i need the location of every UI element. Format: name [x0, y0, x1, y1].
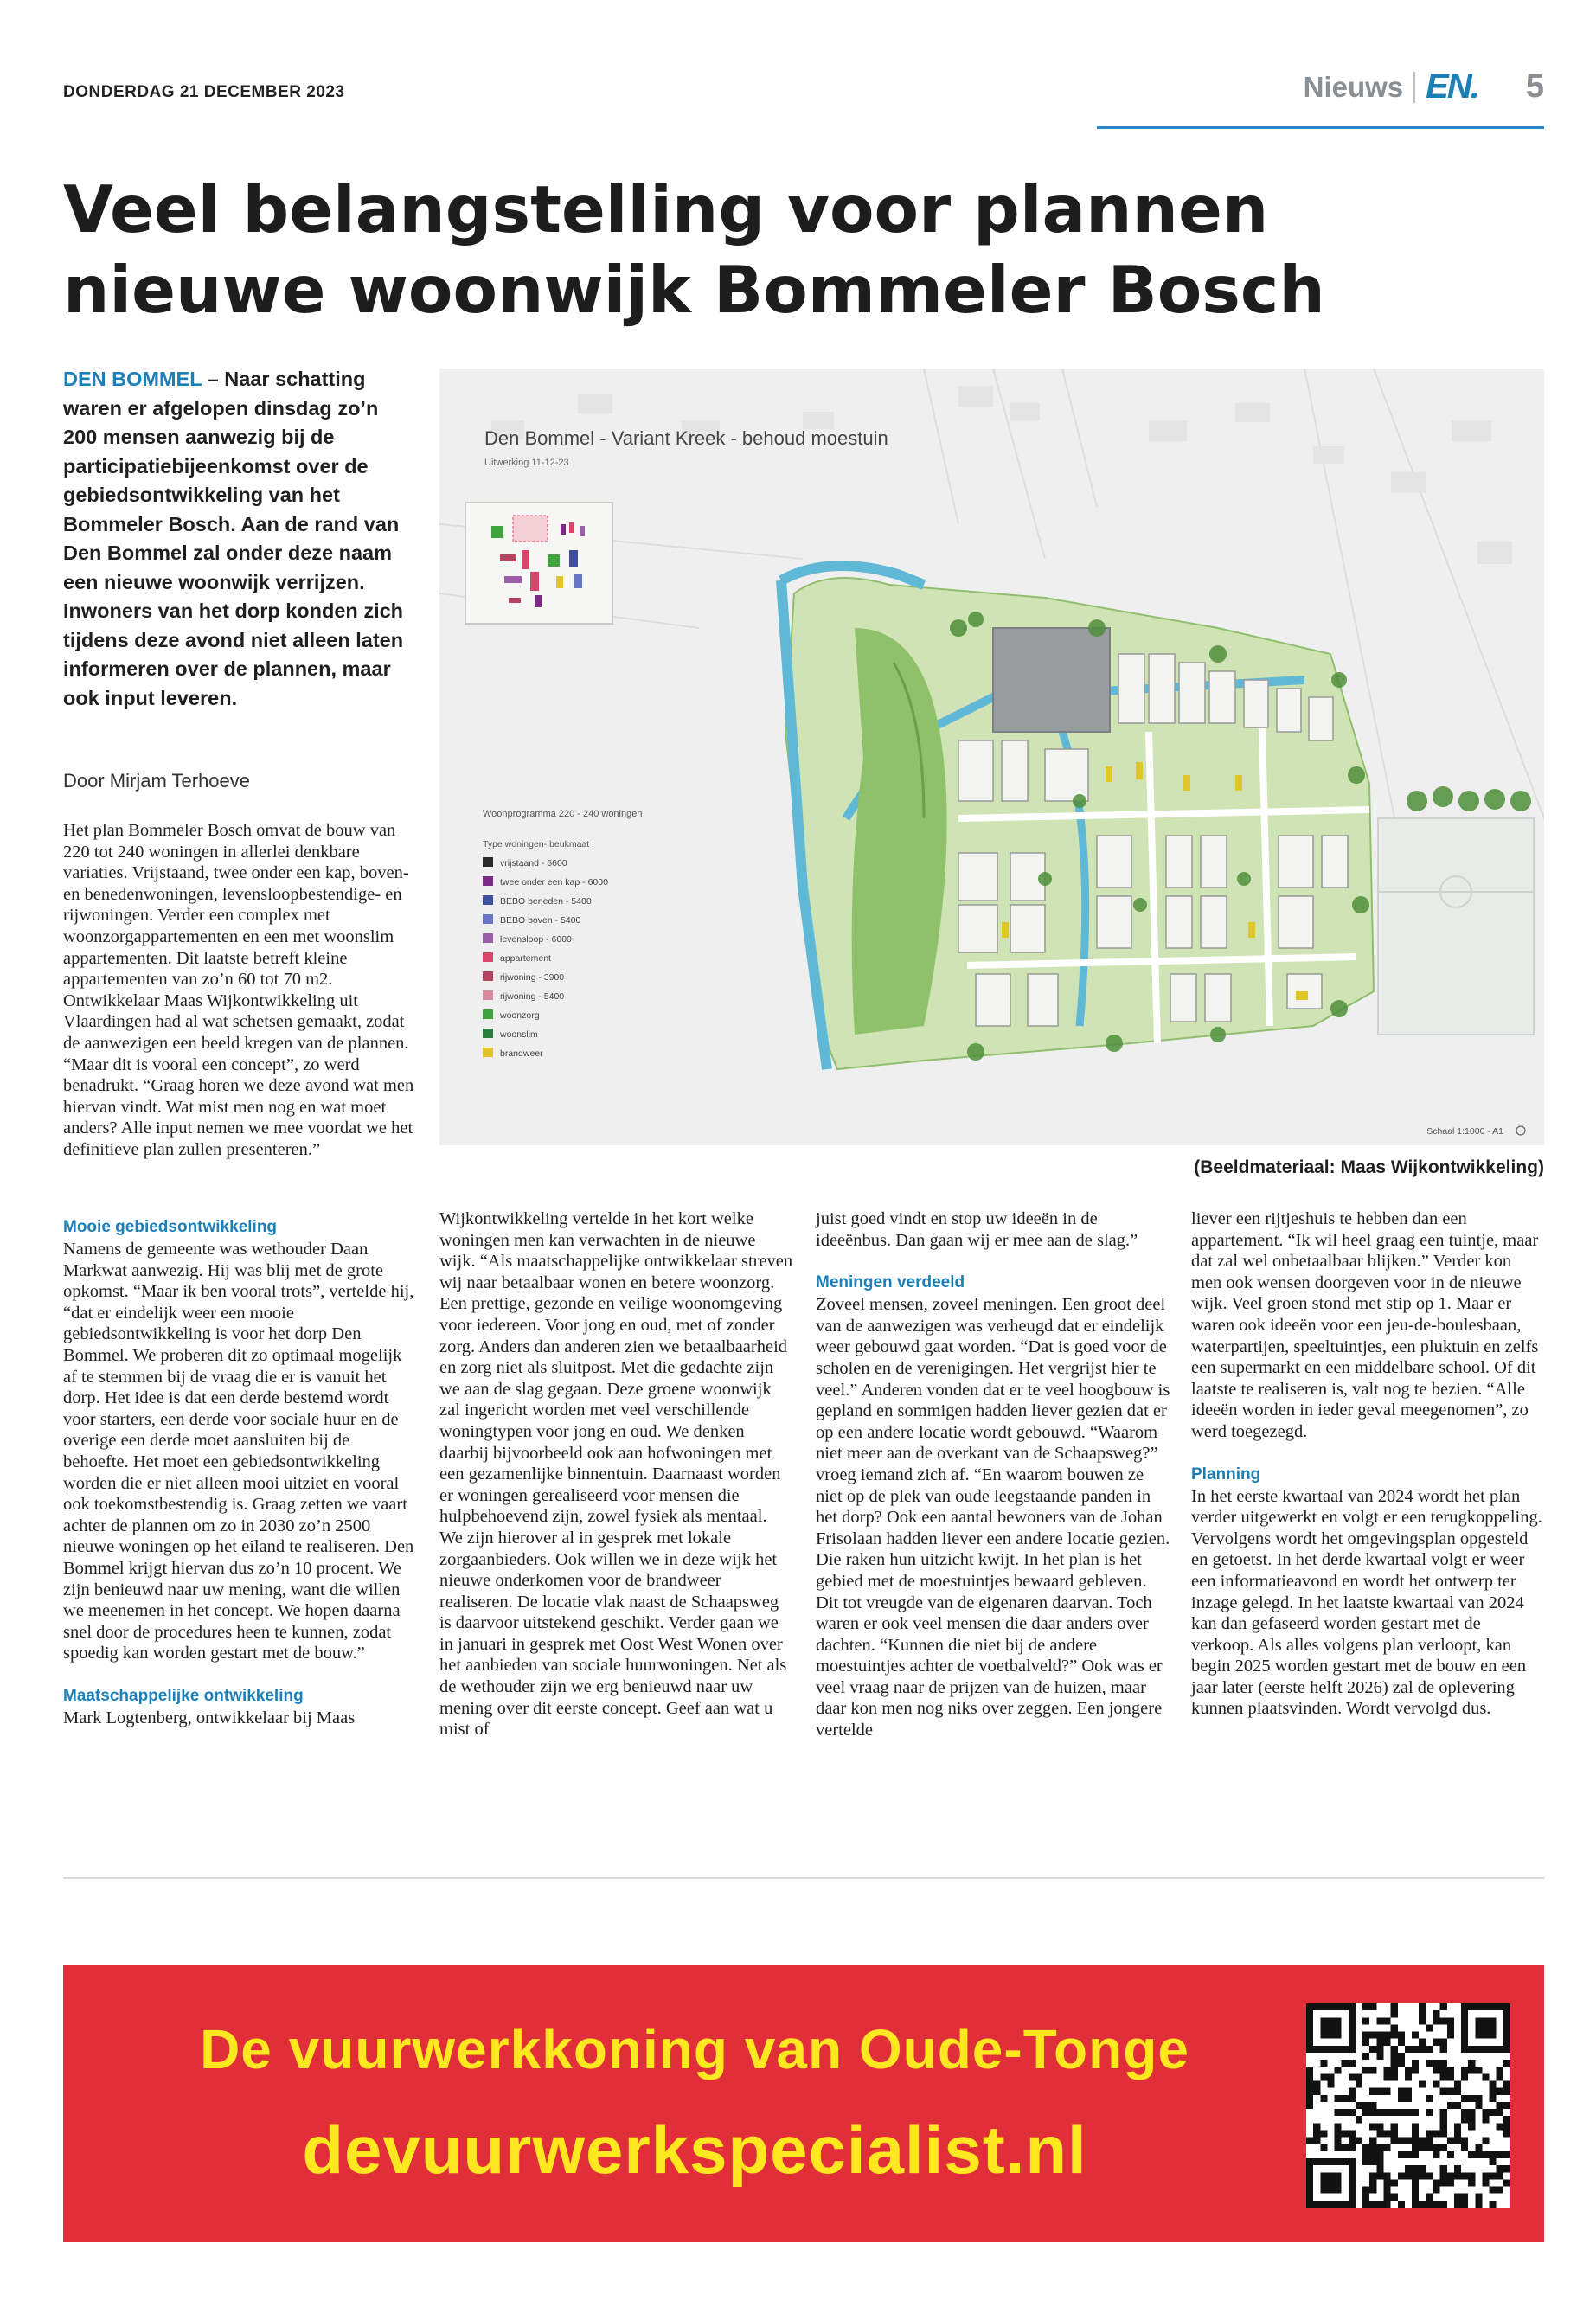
paragraph: Zoveel mensen, zoveel meningen. Een groot deel van de aanwezigen was verheugd dat er eindelijk weer gebouwd gaat worden. “Dat is goed voor de scholen en de verenigingen. Het vergrijst hier te veel.” Anderen vonden dat er te veel hoogbouw is gepland en sommigen hadden liever gezien dat er op een andere locatie wordt gebouwd. “Waarom niet meer aan de overkant van de Schaapsweg?” vroeg iemand zich af. “En waarom bouwen ze niet op de plek van oude leegstaande panden in het dorp? Ook een aantal bewoners van de Johan Frisolaan hadden liever een andere locatie gezien. Die raken hun uitzicht kwijt. In het plan is het gebied met de moestuintjes bewaard gebleven. Dit tot vreugde van de eigenaren daarvan. Toch waren er ook veel mensen die daar anders over dachten. “Kunnen die niet bij de andere moestuintjes achter de voetbalveld?” Ook was er veel vraag naar de prijzen van de huizen, maar daar kon men nog niks over zeggen. Een jongere vertelde: [816, 1295, 1170, 1740]
legend-swatch: [483, 1009, 493, 1019]
article-column-1-lower: [63, 1218, 418, 1728]
masthead: [1304, 67, 1544, 106]
legend-swatch: [483, 876, 493, 886]
article-intro: [63, 365, 418, 713]
article-column-2: [439, 1208, 794, 1740]
header-rule: [1097, 126, 1544, 129]
legend-swatch: [483, 857, 493, 867]
legend-label: appartement: [500, 953, 551, 964]
article-column-4: [1191, 1208, 1544, 1720]
page-divider: [63, 1877, 1544, 1879]
site-plan-map: [439, 369, 1544, 1145]
legend-label: rijwoning - 5400: [500, 991, 565, 1002]
paragraph: Wijkontwikkeling vertelde in het kort welke woningen men kan verwachten in de nieuwe wijk. “Als maatschappelijke ontwikkelaar streven wij naar betaalbaar wonen en betere woonzorg. Een prettige, gezonde en veilige woonomgeving voor iedereen. Voor jong en oud, met of zonder zorg. Anders dan anderen zien we betaalbaarheid en zorg niet als sluitpost. Met die gedachte zijn we aan de slag gegaan. Deze groene woonwijk zal ingericht worden met veel verschillende woningtypen voor jong en oud. We denken daarbij bijvoorbeeld ook aan hofwoningen met een gezamenlijke binnentuin. Daarnaast worden er woningen gerealiseerd voor mensen die hulpbehoevend zijn, zowel fysiek als mentaal. We zijn hierover al in gesprek met lokale zorgaanbieders. Ook willen we in deze wijk het nieuwe onderkomen voor de brandweer realiseren. De locatie vlak naast de Schaapsweg is daarvoor uitstekend geschikt. Verder gaan we in januari in gesprek met Oost West Wonen over het aanbieden van sociale huurwoningen. Net als de wethouder zijn we erg benieuwd naar uw mening over dit eerste concept. Geef aan wat u mist of: [439, 1209, 793, 1740]
paragraph: juist goed vindt en stop uw ideeën in de ideeënbus. Dan gaan wij er mee aan de slag.”: [816, 1209, 1138, 1250]
paragraph: liever een rijtjeshuis te hebben dan een appartement. “Ik wil heel graag een tuintje, maar dat zal wel onbetaalbaar blijken.” Verder kon men ook wensen doorgeven voor in de nieuwe wijk. Veel groen stond met stip op 1. Maar er waren ook ideeën voor een jeu-de-boulesbaan, waterpartijen, speeltuintjes, een pluktuin en zelfs een supermarkt en een middelbare school. Of dit laatste te realiseren is, valt nog te bezien. “Alle ideeën worden in ieder geval meegenomen”, zo werd toegezegd.: [1191, 1209, 1539, 1441]
subheading: Planning: [1191, 1465, 1261, 1484]
subheading: Mooie gebiedsontwikkeling: [63, 1218, 278, 1236]
legend-label: woonslim: [500, 1029, 538, 1040]
paragraph: Mark Logtenberg, ontwikkelaar bij Maas: [63, 1708, 356, 1727]
article-column-3: [816, 1208, 1170, 1741]
legend-swatch: [483, 971, 493, 981]
legend-swatch: [483, 895, 493, 905]
ad-website[interactable]: devuurwerkspecialist.nl: [302, 2112, 1087, 2188]
figure-subtitle: Uitwerking 11-12-23: [484, 458, 569, 468]
legend-swatch: [483, 952, 493, 962]
map-scale: Schaal 1:1000 - A1: [1426, 1126, 1503, 1137]
masthead-divider: [1413, 72, 1415, 103]
subheading: Meningen verdeeld: [816, 1273, 965, 1292]
page-number: 5: [1525, 68, 1544, 105]
figure-title: Den Bommel - Variant Kreek - behoud moestuin: [484, 427, 888, 449]
paragraph: Het plan Bommeler Bosch omvat de bouw van 220 tot 240 woningen in allerlei denkbare variaties. Vrijstaand, twee onder een kap, boven- en benedenwoningen, levensloopbestendige- en rijwoningen. Verder een complex met woonzorgappartementen en een met woonslim appartementen. Dit laatste betreft kleine appartementen van zo’n 60 tot 70 m2. Ontwikkelaar Maas Wijkontwikkeling uit Vlaardingen had al wat schetsen gemaakt, zodat de aanwezigen een beeld kregen van de plannen. “Maar dit is vooral een concept”, zo werd benadrukt. “Graag horen we deze avond wat men hiervan vindt. Wat mist men nog en wat moet anders? Alle input nemen we mee voordat we het definitieve plan zullen presenteren.”: [63, 821, 414, 1159]
advertisement[interactable]: [63, 1965, 1544, 2242]
legend-swatch: [483, 990, 493, 1000]
legend-label: BEBO boven - 5400: [500, 915, 581, 926]
issue-date: DONDERDAG 21 DECEMBER 2023: [63, 83, 345, 101]
legend-label: BEBO beneden - 5400: [500, 896, 592, 907]
figure-caption: (Beeldmateriaal: Maas Wijkontwikkeling): [1194, 1157, 1544, 1177]
legend-label: brandweer: [500, 1048, 543, 1059]
section-label: Nieuws: [1303, 70, 1404, 103]
legend-title: Type woningen- beukmaat :: [483, 839, 594, 849]
site-plan-figure: [439, 369, 1544, 1145]
legend-swatch: [483, 933, 493, 943]
legend-swatch: [483, 1029, 493, 1038]
ad-tagline: De vuurwerkkoning van Oude-Tonge: [200, 2018, 1189, 2080]
byline: Door Mirjam Terhoeve: [63, 770, 251, 792]
legend-label: levensloop - 6000: [500, 934, 572, 945]
paragraph: Namens de gemeente was wethouder Daan Markwat aanwezig. Hij was blij met de grote opkomst. “Maar ik ben vooral trots”, vertelde hij, “dat er eindelijk weer een mooie gebiedsontwikkeling is voor het dorp Den Bommel. We proberen dit zo optimaal mogelijk af te stemmen bij de vraag die er is vanuit het dorp. Het idee is dat een derde bestemd wordt voor starters, een derde voor sociale huur en de overige een derde moet aansluiten bij de behoefte. Het moet een gebiedsontwikkeling worden die er niet alleen mooi uitziet en vooral ook toekomstbestendig is. Graag zetten we vaart achter de plannen om zo in 2030 zo’n 2500 nieuwe woningen op het eiland te realiseren. Den Bommel krijgt hiervan dus zo’n 10 procent. We zijn benieuwd naar uw mening, want die willen we meenemen in het concept. We hopen daarna snel door de procedures heen te kunnen, zodat spoedig kan worden gestart met de bouw.”: [63, 1240, 414, 1663]
legend-label: vrijstaand - 6600: [500, 858, 567, 868]
qr-code-icon: [1306, 2003, 1510, 2208]
intro-text: – Naar schatting waren er afgelopen dinsdag zo’n 200 mensen aanwezig bij de participatiebijeenkomst over de gebiedsontwikkeling van het Bommeler Bosch. Aan de rand van Den Bommel zal onder deze naam een nieuwe woonwijk verrijzen. Inwoners van het dorp konden zich tijdens deze avond niet alleen laten informeren over de plannen, maar ook input leveren.: [63, 368, 404, 709]
paragraph: In het eerste kwartaal van 2024 wordt het plan verder uitgewerkt en volgt er een terugkoppeling. Vervolgens wordt het omgevingsplan opgesteld en getoetst. In het derde kwartaal volgt er weer een informatieavond en wordt het ontwerp ter inzage gelegd. In het laatste kwartaal van 2024 kan dan gefaseerd worden gestart met de verkoop. Als alles volgens plan verloopt, kan begin 2025 worden gestart met de bouw en een jaar later (eerste helft 2026) zal de oplevering kunnen plaatsvinden. Wordt vervolgd dus.: [1191, 1486, 1542, 1719]
publication-logo: EN.: [1426, 67, 1478, 106]
subheading: Maatschappelijke ontwikkeling: [63, 1686, 304, 1705]
legend-label: twee onder een kap - 6000: [500, 877, 608, 888]
legend-label: woonzorg: [500, 1010, 540, 1021]
legend-swatch: [483, 1048, 493, 1057]
legend-swatch: [483, 914, 493, 924]
article-column-1-upper: [63, 820, 418, 1161]
program-title: Woonprogramma 220 - 240 woningen: [483, 809, 643, 819]
legend-label: rijwoning - 3900: [500, 972, 565, 983]
dateline: DEN BOMMEL: [63, 368, 202, 390]
article-headline: Veel belangstelling voor plannen nieuwe woonwijk Bommeler Bosch: [63, 171, 1325, 328]
